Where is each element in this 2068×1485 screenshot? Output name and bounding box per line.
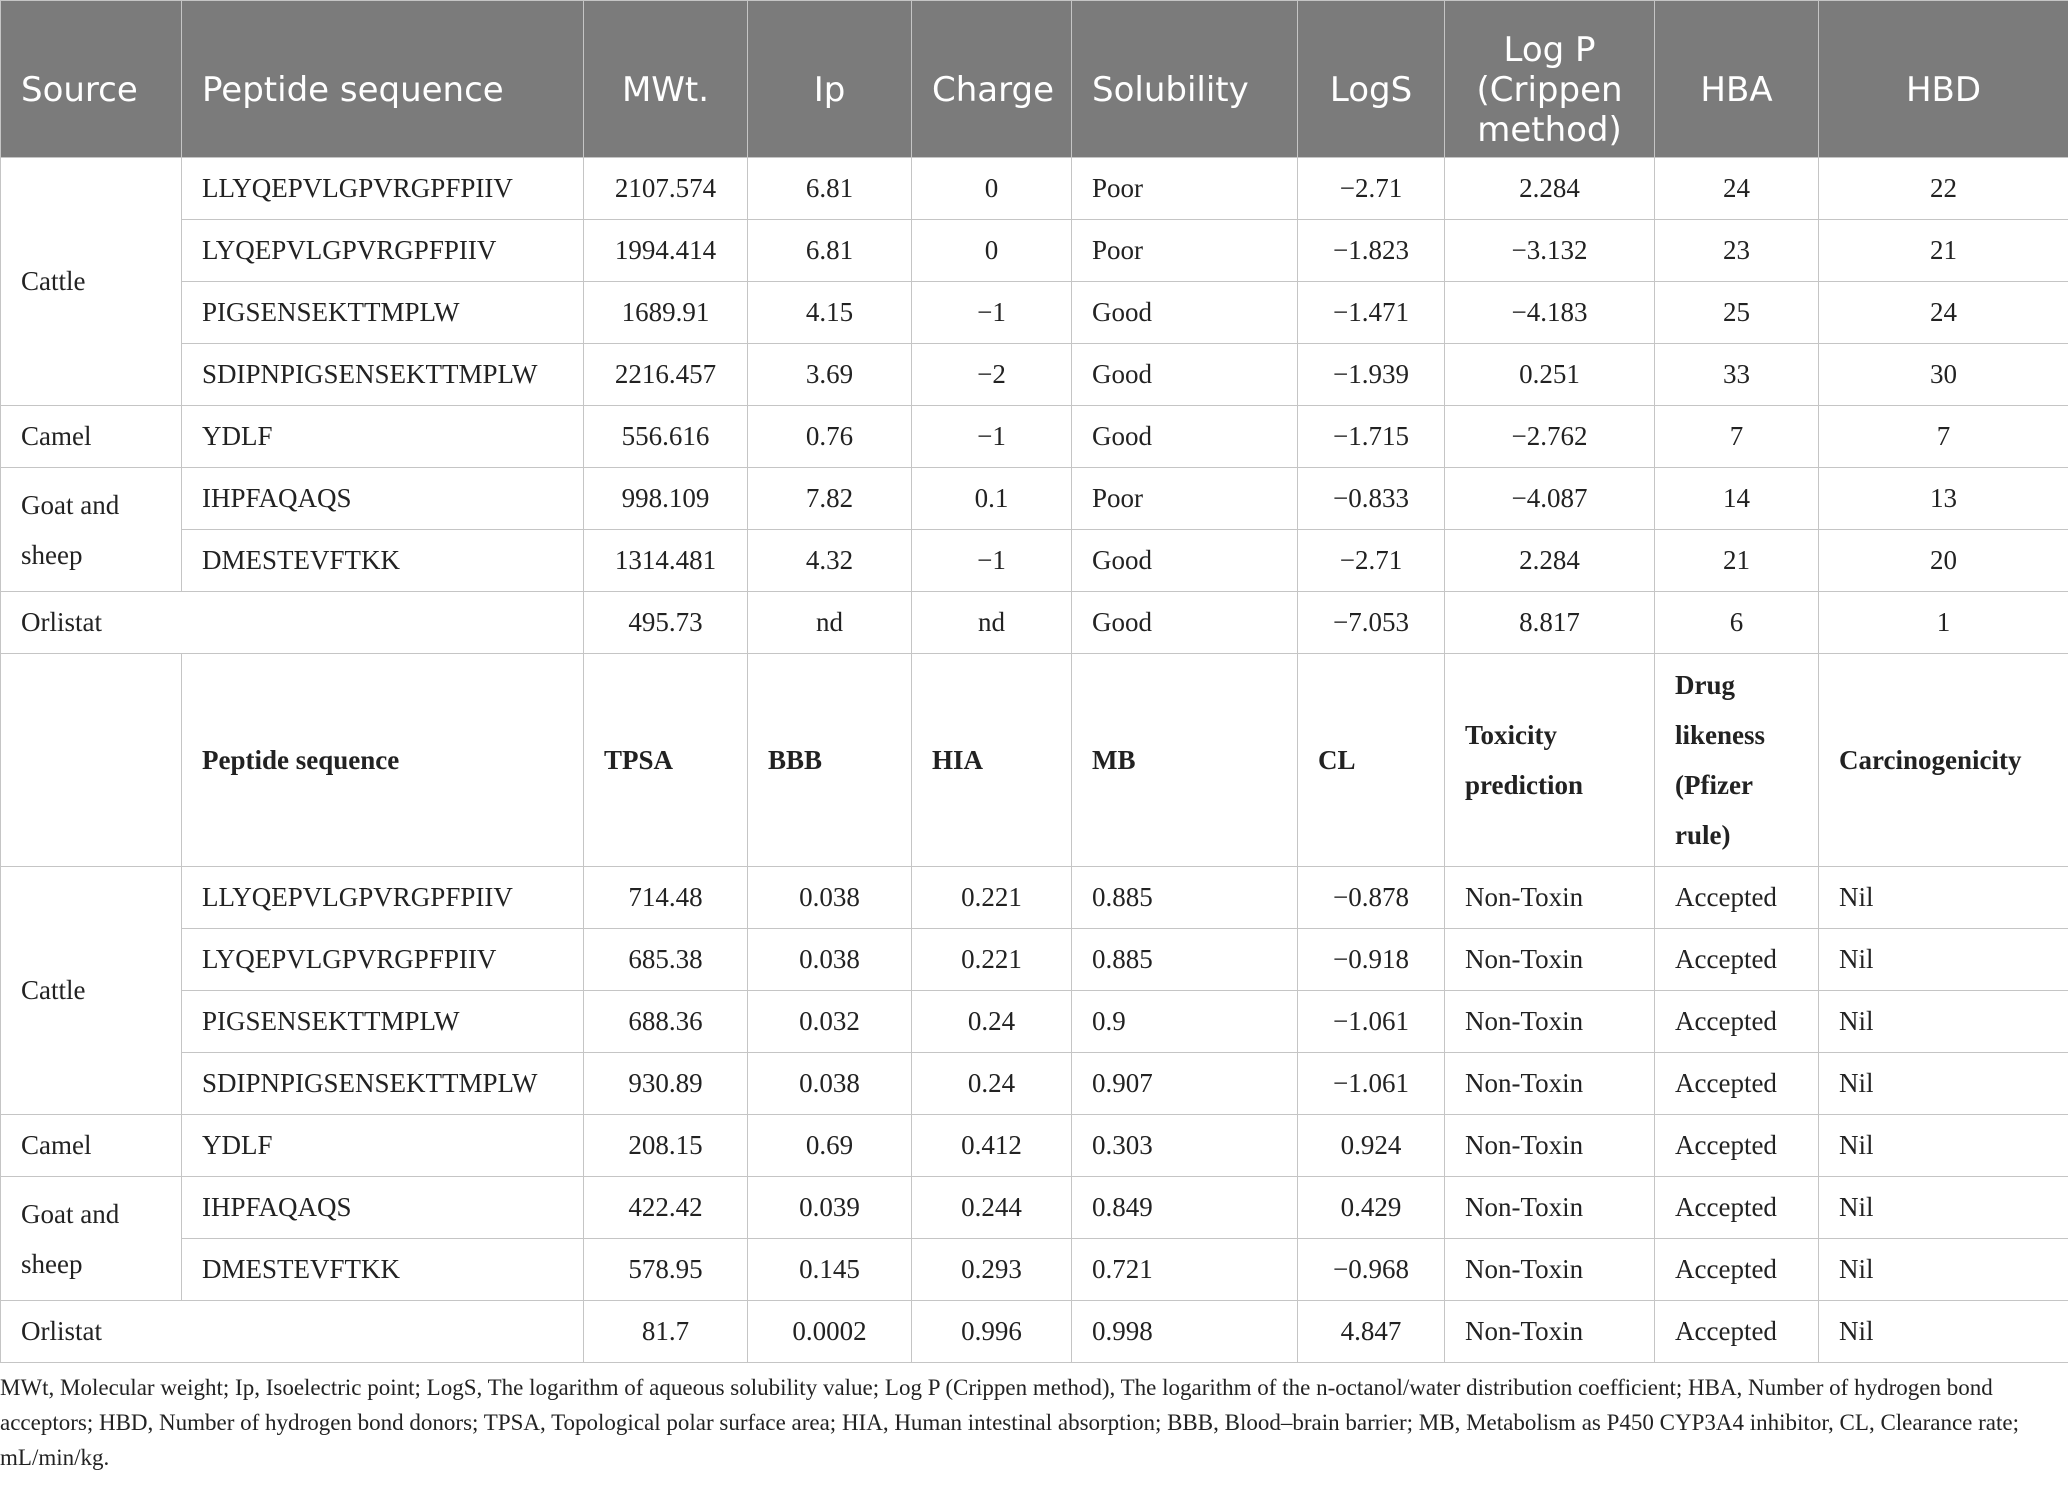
mb-cell: 0.849 (1072, 1177, 1298, 1239)
mb-cell: 0.885 (1072, 929, 1298, 991)
drug-likeness-cell: Accepted (1655, 1115, 1819, 1177)
tpsa-cell: 81.7 (584, 1301, 748, 1363)
ip-cell: 3.69 (748, 344, 912, 406)
table-row (1, 406, 2068, 468)
peptide-cell: YDLF (182, 406, 584, 468)
logs-cell: −2.71 (1298, 158, 1445, 220)
toxicity-cell: Non-Toxin (1445, 1115, 1655, 1177)
logp-cell: −4.087 (1445, 468, 1655, 530)
bbb-cell: 0.145 (748, 1239, 912, 1301)
hbd-cell: 7 (1819, 406, 2068, 468)
solubility-cell: Good (1072, 530, 1298, 592)
solubility-cell: Good (1072, 406, 1298, 468)
table-row (1, 929, 2068, 991)
hba-cell: 25 (1655, 282, 1819, 344)
source-cell: Cattle (1, 867, 182, 1115)
tpsa-cell: 714.48 (584, 867, 748, 929)
logp-cell: −2.762 (1445, 406, 1655, 468)
mb-cell: 0.885 (1072, 867, 1298, 929)
peptide-cell: IHPFAQAQS (182, 468, 584, 530)
subheader-row (1, 654, 2068, 867)
subheader-cl: CL (1298, 654, 1445, 867)
drug-likeness-cell: Accepted (1655, 991, 1819, 1053)
ip-cell: 7.82 (748, 468, 912, 530)
hba-cell: 33 (1655, 344, 1819, 406)
peptide-cell: YDLF (182, 1115, 584, 1177)
logp-cell: 2.284 (1445, 530, 1655, 592)
peptide-cell: SDIPNPIGSENSEKTTMPLW (182, 344, 584, 406)
charge-cell: 0 (912, 220, 1072, 282)
bbb-cell: 0.038 (748, 867, 912, 929)
hia-cell: 0.996 (912, 1301, 1072, 1363)
subheader-empty-cell (1, 654, 182, 867)
carcinogenicity-cell: Nil (1819, 1053, 2068, 1115)
subheader-drug-likeness: Drug likeness (Pfizer rule) (1655, 654, 1819, 867)
toxicity-cell: Non-Toxin (1445, 1053, 1655, 1115)
hba-cell: 23 (1655, 220, 1819, 282)
mb-cell: 0.721 (1072, 1239, 1298, 1301)
table-row (1, 220, 2068, 282)
subheader-carcinogenicity: Carcinogenicity (1819, 654, 2068, 867)
toxicity-cell: Non-Toxin (1445, 991, 1655, 1053)
charge-cell: −1 (912, 406, 1072, 468)
carcinogenicity-cell: Nil (1819, 1301, 2068, 1363)
subheader-bbb: BBB (748, 654, 912, 867)
header-row (1, 1, 2068, 158)
hbd-cell: 30 (1819, 344, 2068, 406)
drug-likeness-cell: Accepted (1655, 1053, 1819, 1115)
solubility-cell: Good (1072, 282, 1298, 344)
cl-cell: −1.061 (1298, 1053, 1445, 1115)
ip-cell: 6.81 (748, 220, 912, 282)
tpsa-cell: 422.42 (584, 1177, 748, 1239)
charge-cell: 0 (912, 158, 1072, 220)
cl-cell: 0.429 (1298, 1177, 1445, 1239)
hba-cell: 24 (1655, 158, 1819, 220)
logs-cell: −1.823 (1298, 220, 1445, 282)
peptide-cell: LYQEPVLGPVRGPFPIIV (182, 929, 584, 991)
table-row (1, 468, 2068, 530)
cl-cell: 4.847 (1298, 1301, 1445, 1363)
mwt-cell: 556.616 (584, 406, 748, 468)
bbb-cell: 0.032 (748, 991, 912, 1053)
source-cell: Camel (1, 1115, 182, 1177)
ip-cell: nd (748, 592, 912, 654)
cl-cell: 0.924 (1298, 1115, 1445, 1177)
hbd-cell: 21 (1819, 220, 2068, 282)
logp-cell: 0.251 (1445, 344, 1655, 406)
mwt-cell: 1994.414 (584, 220, 748, 282)
ip-cell: 4.32 (748, 530, 912, 592)
carcinogenicity-cell: Nil (1819, 1239, 2068, 1301)
hia-cell: 0.244 (912, 1177, 1072, 1239)
carcinogenicity-cell: Nil (1819, 991, 2068, 1053)
charge-cell: −2 (912, 344, 1072, 406)
mb-cell: 0.303 (1072, 1115, 1298, 1177)
carcinogenicity-cell: Nil (1819, 929, 2068, 991)
ip-cell: 0.76 (748, 406, 912, 468)
solubility-cell: Poor (1072, 468, 1298, 530)
mwt-cell: 1689.91 (584, 282, 748, 344)
peptide-cell: IHPFAQAQS (182, 1177, 584, 1239)
mwt-cell: 2216.457 (584, 344, 748, 406)
mb-cell: 0.907 (1072, 1053, 1298, 1115)
logs-cell: −1.939 (1298, 344, 1445, 406)
source-cell: Camel (1, 406, 182, 468)
bbb-cell: 0.0002 (748, 1301, 912, 1363)
subheader-toxicity: Toxicity prediction (1445, 654, 1655, 867)
table-row (1, 1115, 2068, 1177)
col-header-logs: LogS (1298, 1, 1445, 158)
source-cell: Cattle (1, 158, 182, 406)
ip-cell: 6.81 (748, 158, 912, 220)
hba-cell: 6 (1655, 592, 1819, 654)
drug-likeness-cell: Accepted (1655, 1177, 1819, 1239)
hia-cell: 0.293 (912, 1239, 1072, 1301)
mwt-cell: 1314.481 (584, 530, 748, 592)
toxicity-cell: Non-Toxin (1445, 1239, 1655, 1301)
cl-cell: −0.968 (1298, 1239, 1445, 1301)
tpsa-cell: 208.15 (584, 1115, 748, 1177)
logp-cell: 8.817 (1445, 592, 1655, 654)
table-row (1, 1301, 2068, 1363)
bbb-cell: 0.038 (748, 1053, 912, 1115)
hia-cell: 0.24 (912, 1053, 1072, 1115)
toxicity-cell: Non-Toxin (1445, 1301, 1655, 1363)
bbb-cell: 0.69 (748, 1115, 912, 1177)
hba-cell: 21 (1655, 530, 1819, 592)
hia-cell: 0.24 (912, 991, 1072, 1053)
peptide-cell: DMESTEVFTKK (182, 1239, 584, 1301)
col-header-peptide: Peptide sequence (182, 1, 584, 158)
logp-cell: −3.132 (1445, 220, 1655, 282)
hbd-cell: 13 (1819, 468, 2068, 530)
logs-cell: −0.833 (1298, 468, 1445, 530)
hbd-cell: 22 (1819, 158, 2068, 220)
hia-cell: 0.412 (912, 1115, 1072, 1177)
subheader-mb: MB (1072, 654, 1298, 867)
solubility-cell: Good (1072, 592, 1298, 654)
logs-cell: −1.715 (1298, 406, 1445, 468)
hba-cell: 14 (1655, 468, 1819, 530)
bbb-cell: 0.039 (748, 1177, 912, 1239)
logs-cell: −2.71 (1298, 530, 1445, 592)
col-header-source: Source (1, 1, 182, 158)
hia-cell: 0.221 (912, 867, 1072, 929)
mwt-cell: 495.73 (584, 592, 748, 654)
table-row (1, 991, 2068, 1053)
peptide-cell: LYQEPVLGPVRGPFPIIV (182, 220, 584, 282)
solubility-cell: Poor (1072, 158, 1298, 220)
charge-cell: −1 (912, 530, 1072, 592)
carcinogenicity-cell: Nil (1819, 1115, 2068, 1177)
subheader-tpsa: TPSA (584, 654, 748, 867)
table-row (1, 1053, 2068, 1115)
mb-cell: 0.998 (1072, 1301, 1298, 1363)
col-header-solubility: Solubility (1072, 1, 1298, 158)
carcinogenicity-cell: Nil (1819, 867, 2068, 929)
solubility-cell: Good (1072, 344, 1298, 406)
col-header-ip: Ip (748, 1, 912, 158)
cl-cell: −0.878 (1298, 867, 1445, 929)
tpsa-cell: 930.89 (584, 1053, 748, 1115)
table-row (1, 867, 2068, 929)
logp-cell: −4.183 (1445, 282, 1655, 344)
col-header-mwt: MWt. (584, 1, 748, 158)
cl-cell: −0.918 (1298, 929, 1445, 991)
hba-cell: 7 (1655, 406, 1819, 468)
subheader-hia: HIA (912, 654, 1072, 867)
col-header-hba: HBA (1655, 1, 1819, 158)
charge-cell: −1 (912, 282, 1072, 344)
logp-cell: 2.284 (1445, 158, 1655, 220)
drug-likeness-cell: Accepted (1655, 1239, 1819, 1301)
hia-cell: 0.221 (912, 929, 1072, 991)
drug-likeness-cell: Accepted (1655, 929, 1819, 991)
peptide-cell: LLYQEPVLGPVRGPFPIIV (182, 158, 584, 220)
peptide-cell: PIGSENSEKTTMPLW (182, 991, 584, 1053)
source-cell: Goat and sheep (1, 1177, 182, 1301)
table-row (1, 530, 2068, 592)
peptide-cell: DMESTEVFTKK (182, 530, 584, 592)
hbd-cell: 20 (1819, 530, 2068, 592)
tpsa-cell: 688.36 (584, 991, 748, 1053)
toxicity-cell: Non-Toxin (1445, 1177, 1655, 1239)
peptide-cell: SDIPNPIGSENSEKTTMPLW (182, 1053, 584, 1115)
source-cell: Goat and sheep (1, 468, 182, 592)
peptide-cell: PIGSENSEKTTMPLW (182, 282, 584, 344)
table-row (1, 1239, 2068, 1301)
charge-cell: 0.1 (912, 468, 1072, 530)
col-header-logp: Log P (Crippen method) (1445, 1, 1655, 158)
source-cell: Orlistat (1, 1301, 584, 1363)
hbd-cell: 24 (1819, 282, 2068, 344)
cl-cell: −1.061 (1298, 991, 1445, 1053)
peptide-cell: LLYQEPVLGPVRGPFPIIV (182, 867, 584, 929)
tpsa-cell: 685.38 (584, 929, 748, 991)
drug-likeness-cell: Accepted (1655, 867, 1819, 929)
col-header-hbd: HBD (1819, 1, 2068, 158)
table-row (1, 1177, 2068, 1239)
col-header-charge: Charge (912, 1, 1072, 158)
toxicity-cell: Non-Toxin (1445, 867, 1655, 929)
carcinogenicity-cell: Nil (1819, 1177, 2068, 1239)
table-row (1, 344, 2068, 406)
charge-cell: nd (912, 592, 1072, 654)
subheader-peptide: Peptide sequence (182, 654, 584, 867)
toxicity-cell: Non-Toxin (1445, 929, 1655, 991)
drug-likeness-cell: Accepted (1655, 1301, 1819, 1363)
table-row (1, 158, 2068, 220)
table-row (1, 592, 2068, 654)
ip-cell: 4.15 (748, 282, 912, 344)
mwt-cell: 2107.574 (584, 158, 748, 220)
logs-cell: −7.053 (1298, 592, 1445, 654)
tpsa-cell: 578.95 (584, 1239, 748, 1301)
bbb-cell: 0.038 (748, 929, 912, 991)
table-row (1, 282, 2068, 344)
logs-cell: −1.471 (1298, 282, 1445, 344)
table-footnote: MWt, Molecular weight; Ip, Isoelectric point; LogS, The logarithm of aqueous solubility value; Log P (Crippen method), The logarithm of the n-octanol/water distribution coefficient; HBA, Number of hydrogen bond acceptors; HBD, Number of hydrogen bond donors; TPSA, Topological polar surface area; HIA, Human intestinal absorption; BBB, Blood–brain barrier; MB, Metabolism as P450 CYP3A4 inhibitor, CL, Clearance rate; mL/min/kg. (0, 1375, 2019, 1470)
source-cell: Orlistat (1, 592, 584, 654)
mb-cell: 0.9 (1072, 991, 1298, 1053)
hbd-cell: 1 (1819, 592, 2068, 654)
mwt-cell: 998.109 (584, 468, 748, 530)
solubility-cell: Poor (1072, 220, 1298, 282)
